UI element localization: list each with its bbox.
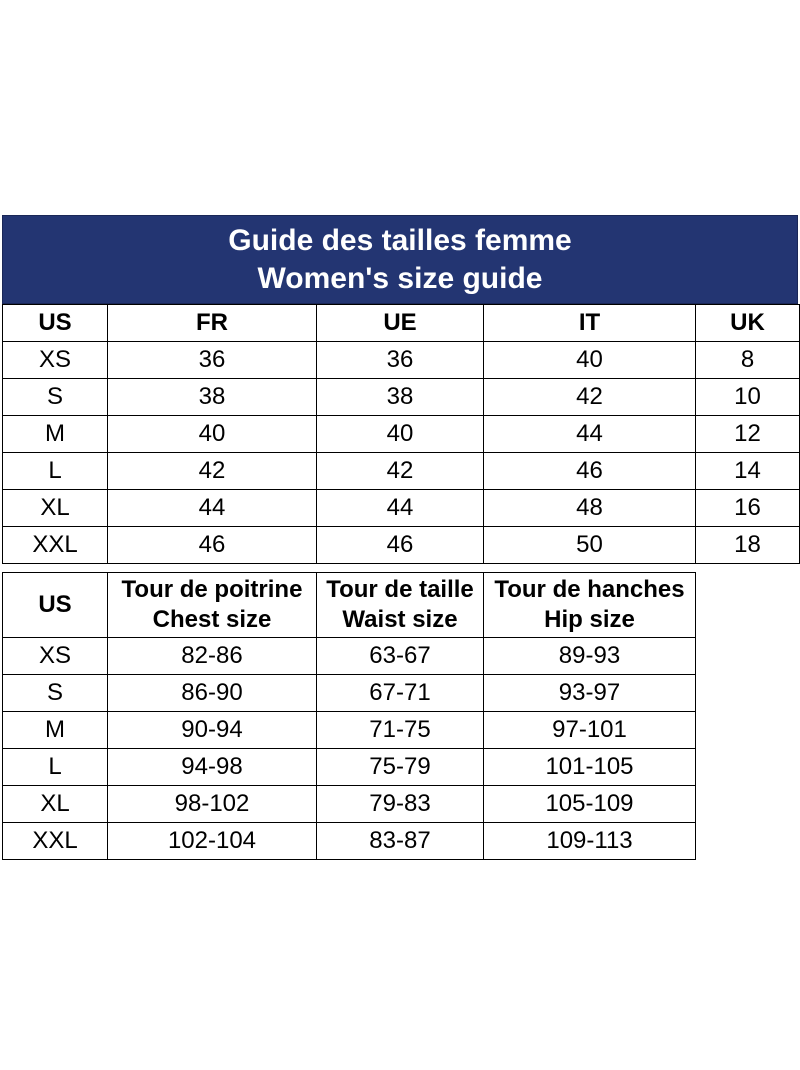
cell-fr: 36 [108,342,317,379]
cell-us: L [3,453,108,490]
table-row [3,416,800,453]
cell-it: 48 [484,490,696,527]
cell-uk: 18 [696,527,800,564]
cell-ue: 40 [317,416,484,453]
cell-us: XL [3,490,108,527]
cell-waist: 71-75 [317,712,484,749]
header-hip-french: Tour de hanches [494,576,685,603]
cell-waist: 63-67 [317,638,484,675]
cell-hip: 101-105 [484,749,696,786]
cell-us: XXL [3,823,108,860]
table-header-row [3,305,800,342]
cell-uk: 8 [696,342,800,379]
cell-us: XS [3,638,108,675]
cell-hip: 105-109 [484,786,696,823]
cell-uk: 16 [696,490,800,527]
header-hip-english: Hip size [544,606,635,633]
table-row [3,675,696,712]
cell-ue: 38 [317,379,484,416]
table-row [3,453,800,490]
header-us-label: US [38,591,72,618]
cell-fr: 44 [108,490,317,527]
header-waist [317,573,484,638]
header-waist-english: Waist size [342,606,458,633]
cell-waist: 83-87 [317,823,484,860]
cell-fr: 42 [108,453,317,490]
cell-it: 46 [484,453,696,490]
table-row [3,342,800,379]
header-chest [108,573,317,638]
cell-fr: 46 [108,527,317,564]
cell-fr: 40 [108,416,317,453]
header-fr: FR [108,305,317,342]
cell-waist: 67-71 [317,675,484,712]
cell-chest: 102-104 [108,823,317,860]
title-english: Women's size guide [257,261,543,295]
table-row [3,823,696,860]
cell-waist: 75-79 [317,749,484,786]
cell-chest: 90-94 [108,712,317,749]
cell-chest: 94-98 [108,749,317,786]
cell-it: 40 [484,342,696,379]
cell-uk: 14 [696,453,800,490]
cell-us: XXL [3,527,108,564]
cell-us: L [3,749,108,786]
cell-ue: 36 [317,342,484,379]
cell-chest: 86-90 [108,675,317,712]
table-row [3,786,696,823]
cell-hip: 97-101 [484,712,696,749]
cell-uk: 12 [696,416,800,453]
cell-it: 50 [484,527,696,564]
cell-hip: 109-113 [484,823,696,860]
cell-us: S [3,379,108,416]
body-measurements-table [2,572,696,860]
table-header-row [3,573,696,638]
header-it: IT [484,305,696,342]
title-banner [2,215,798,304]
table-row [3,712,696,749]
cell-it: 42 [484,379,696,416]
cell-us: XL [3,786,108,823]
table-row [3,749,696,786]
table-row [3,379,800,416]
cell-waist: 79-83 [317,786,484,823]
cell-ue: 44 [317,490,484,527]
header-hip [484,573,696,638]
cell-hip: 89-93 [484,638,696,675]
cell-uk: 10 [696,379,800,416]
header-chest-english: Chest size [152,606,272,633]
table-row [3,527,800,564]
cell-hip: 93-97 [484,675,696,712]
header-chest-french: Tour de poitrine [121,576,303,603]
cell-chest: 82-86 [108,638,317,675]
header-waist-french: Tour de taille [326,576,474,603]
table-row [3,638,696,675]
size-conversion-table [2,304,800,564]
cell-us: M [3,416,108,453]
cell-us: M [3,712,108,749]
header-ue: UE [317,305,484,342]
cell-us: XS [3,342,108,379]
cell-ue: 46 [317,527,484,564]
cell-ue: 42 [317,453,484,490]
header-uk: UK [696,305,800,342]
cell-it: 44 [484,416,696,453]
header-us: US [3,305,108,342]
table-row [3,490,800,527]
cell-chest: 98-102 [108,786,317,823]
cell-us: S [3,675,108,712]
title-french: Guide des tailles femme [228,223,572,257]
cell-fr: 38 [108,379,317,416]
header-us [3,573,108,638]
